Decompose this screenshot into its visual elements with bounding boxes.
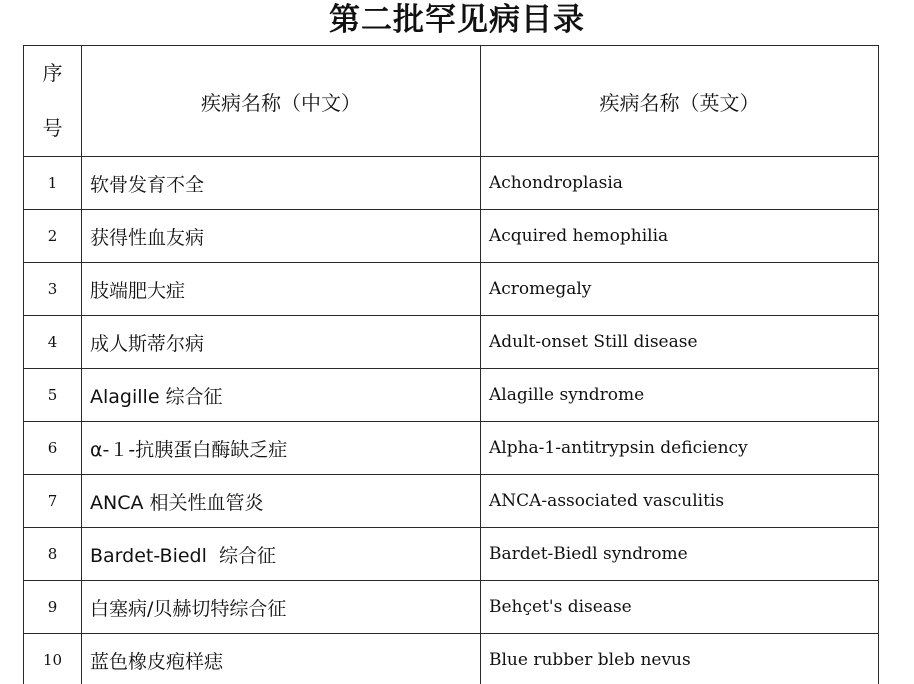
disease-name-cn: Bardet-Biedl 综合征 <box>82 528 481 581</box>
table-header-row <box>24 46 879 157</box>
disease-name-cn: 获得性血友病 <box>82 210 481 263</box>
row-index: 7 <box>24 475 82 528</box>
disease-name-en: ANCA-associated vasculitis <box>481 475 879 528</box>
disease-name-en: Alagille syndrome <box>481 369 879 422</box>
row-index: 4 <box>24 316 82 369</box>
disease-name-cn: 软骨发育不全 <box>82 157 481 210</box>
table-row <box>24 581 879 634</box>
row-index: 10 <box>24 634 82 684</box>
disease-name-cn: 白塞病/贝赫切特综合征 <box>82 581 481 634</box>
row-index: 1 <box>24 157 82 210</box>
document-title: 第二批罕见病目录 <box>329 2 585 38</box>
table-row <box>24 369 879 422</box>
table-row <box>24 263 879 316</box>
disease-name-en: Adult-onset Still disease <box>481 316 879 369</box>
row-index: 9 <box>24 581 82 634</box>
disease-name-en: Behçet's disease <box>481 581 879 634</box>
table-row <box>24 157 879 210</box>
disease-name-cn: Alagille 综合征 <box>82 369 481 422</box>
rare-disease-table <box>23 45 879 684</box>
row-index: 6 <box>24 422 82 475</box>
disease-name-en: Achondroplasia <box>481 157 879 210</box>
disease-name-en: Acromegaly <box>481 263 879 316</box>
table-row <box>24 475 879 528</box>
table-row <box>24 528 879 581</box>
disease-name-en: Alpha-1-antitrypsin deficiency <box>481 422 879 475</box>
disease-name-cn: 成人斯蒂尔病 <box>82 316 481 369</box>
header-name-en: 疾病名称（英文） <box>481 46 879 157</box>
disease-name-en: Acquired hemophilia <box>481 210 879 263</box>
disease-name-en: Blue rubber bleb nevus <box>481 634 879 684</box>
disease-name-cn: 蓝色橡皮疱样痣 <box>82 634 481 684</box>
table-row <box>24 422 879 475</box>
disease-name-cn: α-１-抗胰蛋白酶缺乏症 <box>82 422 481 475</box>
row-index: 3 <box>24 263 82 316</box>
table-row <box>24 316 879 369</box>
header-index-label: 序号 <box>42 61 63 140</box>
header-name-cn: 疾病名称（中文） <box>82 46 481 157</box>
header-index <box>24 46 82 157</box>
row-index: 5 <box>24 369 82 422</box>
row-index: 2 <box>24 210 82 263</box>
disease-name-cn: ANCA 相关性血管炎 <box>82 475 481 528</box>
table-row <box>24 634 879 684</box>
row-index: 8 <box>24 528 82 581</box>
disease-name-en: Bardet-Biedl syndrome <box>481 528 879 581</box>
disease-name-cn: 肢端肥大症 <box>82 263 481 316</box>
table-row <box>24 210 879 263</box>
